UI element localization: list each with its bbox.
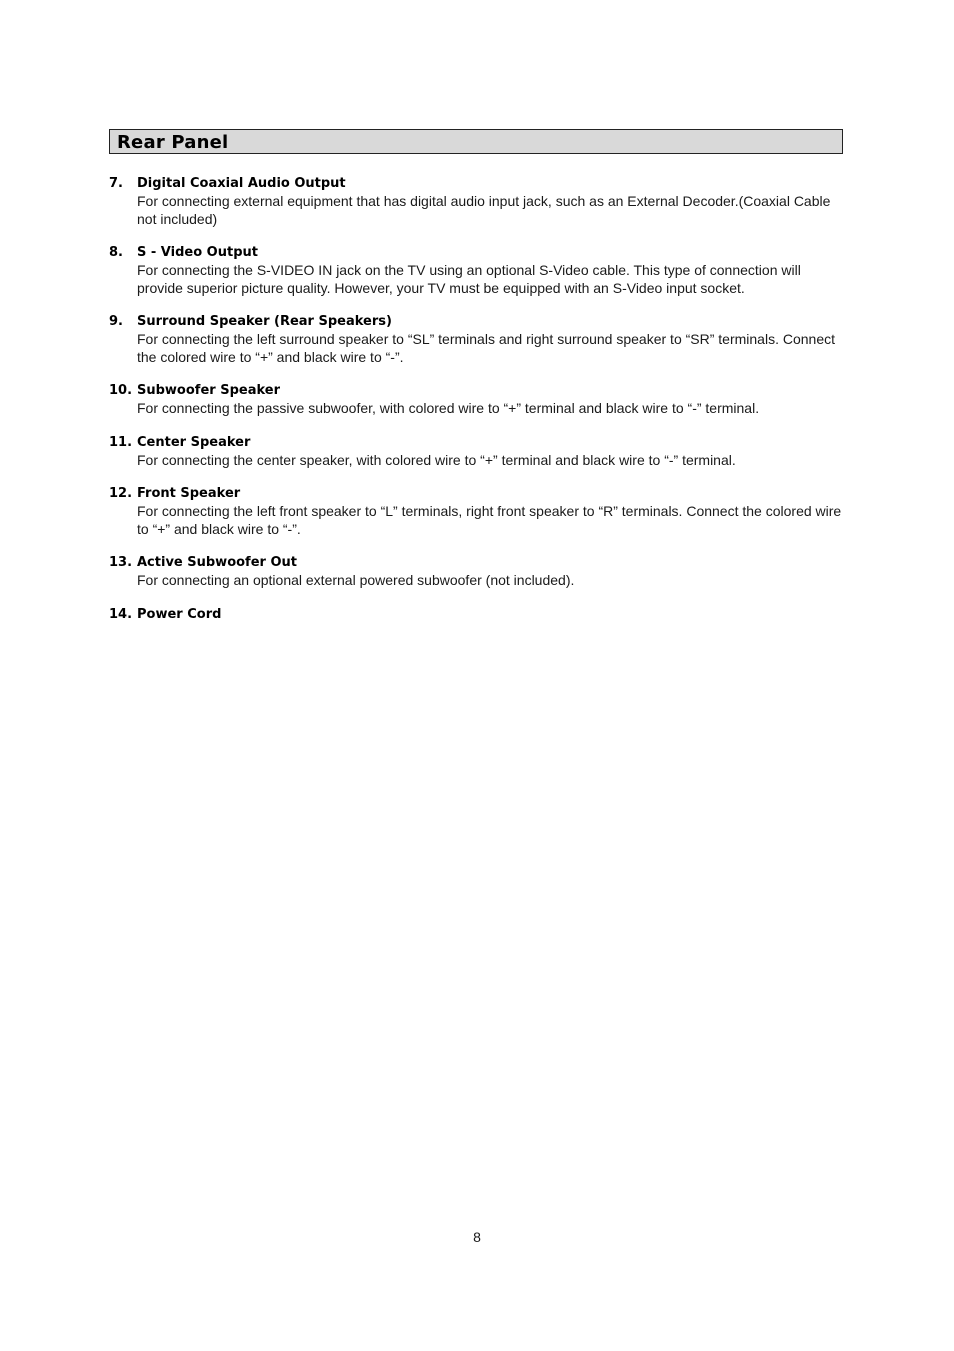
item-number: 13.: [109, 555, 133, 570]
item-number: 10.: [109, 383, 133, 398]
list-item: [109, 382, 849, 418]
item-number: 7.: [109, 176, 123, 191]
item-heading: [109, 244, 849, 262]
item-number: 14.: [109, 606, 133, 622]
item-heading: [109, 606, 849, 624]
item-description: For connecting the center speaker, with colored wire to “+” terminal and black wire to “-” terminal.: [137, 451, 736, 468]
item-title: S - Video Output: [137, 245, 258, 260]
page-number: 8: [473, 1229, 481, 1245]
list-item: [109, 313, 849, 366]
item-heading: [109, 382, 849, 400]
list-item: [109, 485, 849, 538]
list-item: [109, 606, 849, 624]
item-description: For connecting an optional external powered subwoofer (not included).: [137, 572, 575, 588]
item-heading: [109, 313, 849, 331]
item-description: For connecting the left surround speaker to “SL” terminals and right surround speaker to “SR” terminals. Connect the colored wire to “+” and black wire to “-”.: [137, 331, 835, 365]
item-description: For connecting the S-VIDEO IN jack on the TV using an optional S-Video cable. This type of connection will provide superior picture quality. However, your TV must be equipped with an S-Video input socket.: [137, 262, 801, 296]
item-title: Surround Speaker (Rear Speakers): [137, 314, 392, 329]
item-number: 9.: [109, 314, 123, 329]
item-description: For connecting the passive subwoofer, with colored wire to “+” terminal and black wire to “-” terminal.: [137, 400, 760, 416]
item-title: Front Speaker: [137, 486, 241, 501]
item-title: Center Speaker: [137, 434, 251, 450]
item-heading: [109, 485, 849, 503]
section-header: [109, 129, 843, 154]
item-title: Active Subwoofer Out: [137, 555, 297, 570]
item-list: [109, 175, 849, 640]
item-number: 8.: [109, 245, 123, 260]
item-description: For connecting the left front speaker to “L” terminals, right front speaker to “R” terminals. Connect the colored wire to “+” and black wire to “-”.: [137, 503, 842, 537]
item-title: Power Cord: [137, 606, 222, 622]
item-number: 12.: [109, 486, 133, 501]
item-title: Subwoofer Speaker: [137, 383, 280, 398]
list-item: [109, 554, 849, 590]
item-number: 11.: [109, 434, 133, 450]
item-heading: [109, 434, 849, 452]
list-item: [109, 244, 849, 297]
section-title: Rear Panel: [117, 132, 229, 153]
list-item: [109, 434, 849, 470]
list-item: [109, 175, 849, 228]
item-heading: [109, 175, 849, 193]
item-heading: [109, 554, 849, 572]
item-description: For connecting external equipment that has digital audio input jack, such as an External Decoder.(Coaxial Cable not included): [137, 193, 831, 227]
item-title: Digital Coaxial Audio Output: [137, 176, 346, 191]
